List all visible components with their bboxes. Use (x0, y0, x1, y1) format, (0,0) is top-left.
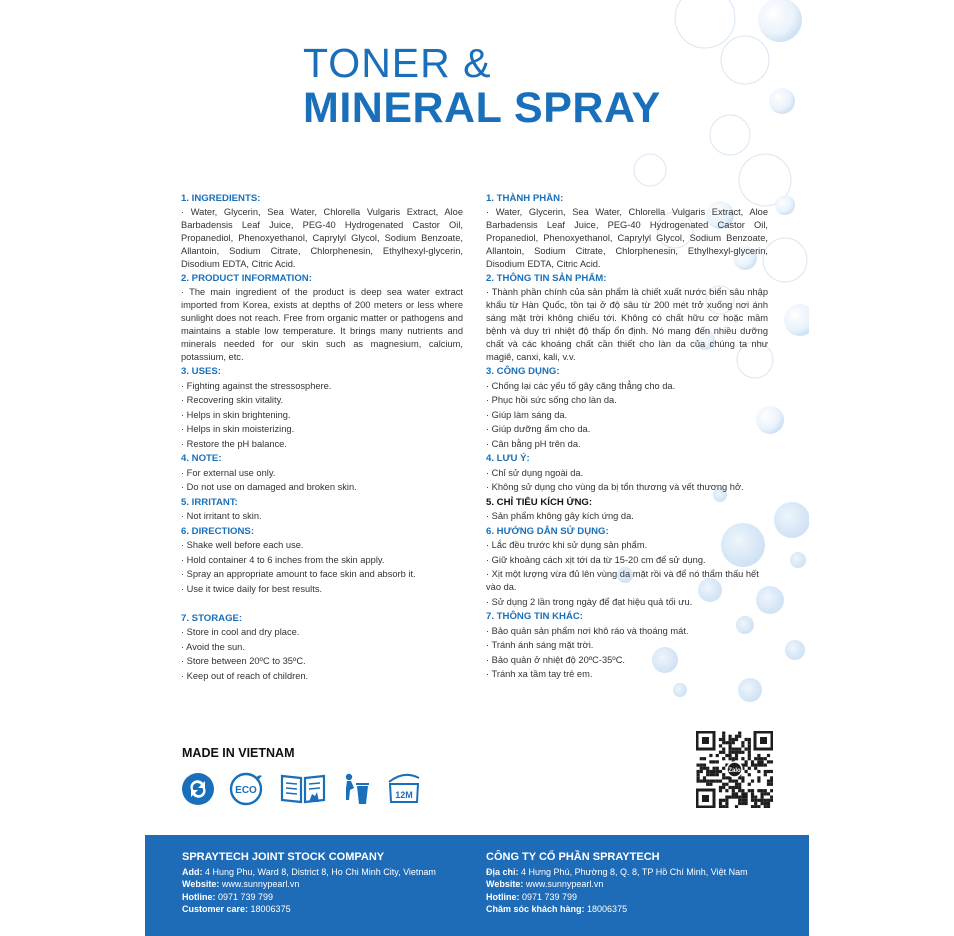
list-item: · Tránh ánh sáng mặt trời. (486, 640, 594, 650)
qr-module (764, 770, 767, 773)
jar-text: 12M (395, 790, 413, 800)
qr-module (722, 751, 725, 754)
qr-module (725, 754, 728, 757)
qr-module (745, 760, 748, 763)
qr-module (729, 748, 732, 751)
list-item: · Bảo quản ở nhiệt độ 20ºC-35ºC. (486, 654, 625, 665)
qr-module (735, 754, 738, 757)
list-item: · Restore the pH balance. (181, 438, 287, 449)
qr-module (725, 802, 728, 805)
section-heading: 3. CÔNG DỤNG: (486, 366, 560, 377)
qr-module (716, 767, 719, 770)
qr-module (703, 757, 706, 760)
qr-module (725, 741, 728, 744)
hotline-value: 0971 739 799 (519, 891, 578, 902)
qr-module (722, 805, 725, 808)
qr-module (729, 751, 732, 754)
qr-module (700, 780, 703, 783)
qr-module (732, 738, 735, 741)
qr-module (713, 767, 716, 770)
qr-module (741, 741, 744, 744)
qr-module (767, 805, 770, 808)
qr-module (741, 792, 744, 795)
footer-english (182, 851, 436, 916)
section-heading: 7. STORAGE: (181, 612, 243, 624)
qr-module (738, 748, 741, 751)
list-item: · Sử dụng 2 lần trong ngày để đạt hiệu quả tối ưu. (486, 596, 693, 607)
qr-module (767, 802, 770, 805)
qr-module (709, 754, 712, 757)
qr-module (719, 799, 722, 802)
qr-module (713, 760, 716, 763)
read-instructions-icon (279, 772, 327, 806)
qr-module (761, 796, 764, 799)
qr-module (697, 764, 700, 767)
qr-module (764, 757, 767, 760)
qr-module (735, 748, 738, 751)
qr-module (713, 770, 716, 773)
hotline-label: Hotline: (486, 891, 520, 902)
section-heading: 2. THÔNG TIN SẢN PHẨM: (486, 273, 607, 284)
qr-module (719, 786, 722, 789)
qr-module (697, 773, 700, 776)
list-item: · Helps in skin moisterizing. (181, 424, 295, 434)
qr-module (761, 764, 764, 767)
qr-module (757, 776, 760, 779)
qr-module (757, 805, 760, 808)
address-value: 4 Hung Phu, Ward 8, District 8, Ho Chi Minh City, Vietnam (202, 866, 436, 877)
qr-module (719, 805, 722, 808)
qr-module (735, 786, 738, 789)
qr-module (770, 770, 773, 773)
qr-module (722, 776, 725, 779)
hotline-value: 0971 739 799 (215, 891, 274, 902)
qr-module (722, 773, 725, 776)
qr-module (748, 738, 751, 741)
qr-module (725, 783, 728, 786)
qr-module (735, 735, 738, 738)
section-heading: 4. LƯU Ý: (486, 453, 530, 464)
qr-module (741, 757, 744, 760)
qr-module (751, 796, 754, 799)
qr-module (767, 760, 770, 763)
company-name: CÔNG TY CỔ PHẦN SPRAYTECH (486, 851, 660, 863)
qr-module (754, 767, 757, 770)
qr-module (735, 805, 738, 808)
list-item: · Store in cool and dry place. (181, 627, 300, 637)
qr-module (770, 783, 773, 786)
qr-module (732, 792, 735, 795)
qr-module (697, 776, 700, 779)
qr-module (719, 789, 722, 792)
qr-module (729, 738, 732, 741)
qr-module (732, 780, 735, 783)
qr-module (757, 780, 760, 783)
care-value: 18006375 (248, 904, 291, 915)
section-heading: 6. HƯỚNG DẪN SỬ DỤNG: (486, 525, 609, 537)
list-item: · Helps in skin brightening. (181, 409, 291, 420)
qr-module (709, 773, 712, 776)
made-in-label: MADE IN VIETNAM (182, 746, 295, 760)
qr-module (709, 780, 712, 783)
list-item: · Fighting against the stressosphere. (181, 380, 332, 391)
qr-module (719, 738, 722, 741)
qr-module (716, 754, 719, 757)
qr-module (738, 735, 741, 738)
qr-module (761, 792, 764, 795)
list-item: · Tránh xa tầm tay trẻ em. (486, 669, 593, 679)
qr-code[interactable] (696, 731, 773, 808)
qr-module (745, 764, 748, 767)
section-heading: 4. NOTE: (181, 453, 222, 464)
qr-module (767, 792, 770, 795)
qr-module (748, 748, 751, 751)
qr-module (770, 780, 773, 783)
list-item: · Phục hồi sức sống cho làn da. (486, 395, 617, 405)
list-item: · Lắc đều trước khi sử dụng sản phẩm. (486, 540, 648, 550)
qr-module (748, 757, 751, 760)
qr-module (738, 789, 741, 792)
list-item: · Spray an appropriate amount to face skin and absorb it. (181, 569, 416, 579)
qr-module (770, 796, 773, 799)
care-label: Customer care: (182, 904, 249, 915)
qr-module (764, 802, 767, 805)
qr-module (751, 780, 754, 783)
qr-module (729, 754, 732, 757)
qr-module (732, 789, 735, 792)
qr-module (751, 805, 754, 808)
address-value: 4 Hưng Phú, Phường 8, Q. 8, TP Hồ Chí Minh, Việt Nam (518, 866, 748, 877)
list-item: · Do not use on damaged and broken skin. (181, 482, 357, 492)
qr-module (748, 773, 751, 776)
qr-module (770, 799, 773, 802)
qr-module (738, 783, 741, 786)
qr-module (761, 799, 764, 802)
website-link[interactable]: www.sunnypearl.vn (523, 879, 604, 890)
qr-module (706, 770, 709, 773)
vietnamese-column (486, 191, 768, 683)
product-info-text: · Thành phần chính của sản phẩm là chiết xuất nước biển sâu nhập khẩu từ Hàn Quốc, tồn tại ở độ sâu từ 200 mét trở xuống nơi ánh sáng mặt trời không chiếu tới. Không có chất hữu cơ hoặc mầm bệnh và duy trì nhiệt độ thấp ổn định. Nó mang đến nhiều dưỡng chất và các khoáng chất cần thiết cho làn da của chúng ta như magiê, canxi, kali, v.v. (486, 287, 768, 362)
zalo-logo-text: Zalo (728, 768, 741, 774)
qr-module (745, 738, 748, 741)
qr-module (764, 792, 767, 795)
qr-module (738, 732, 741, 735)
list-item: · Use it twice daily for best results. (181, 583, 323, 594)
qr-module (751, 789, 754, 792)
qr-module (719, 802, 722, 805)
qr-module (697, 780, 700, 783)
address-label: Add: (182, 866, 203, 877)
section-heading: 1. INGREDIENTS: (181, 193, 261, 204)
website-label: Website: (182, 879, 220, 890)
qr-module (709, 770, 712, 773)
qr-module (706, 773, 709, 776)
title-line-2: MINERAL SPRAY (303, 84, 661, 132)
footer-contact-bar (145, 835, 809, 936)
qr-module (700, 757, 703, 760)
hotline-label: Hotline: (182, 891, 216, 902)
qr-module (719, 770, 722, 773)
qr-module (764, 773, 767, 776)
title-line-1: TONER & (303, 40, 492, 86)
qr-module (761, 760, 764, 763)
qr-module (738, 776, 741, 779)
qr-module (754, 799, 757, 802)
qr-module (770, 760, 773, 763)
qr-module (745, 748, 748, 751)
list-item: · Giúp dưỡng ẩm cho da. (486, 424, 591, 434)
recycle-icon (181, 772, 215, 806)
qr-module (738, 751, 741, 754)
qr-module (741, 744, 744, 747)
qr-module (719, 751, 722, 754)
qr-module (725, 799, 728, 802)
qr-module (732, 796, 735, 799)
qr-module (719, 744, 722, 747)
qr-module (713, 773, 716, 776)
ingredients-text: · Water, Glycerin, Sea Water, Chlorella Vulgaris Extract, Aloe Barbadensis Leaf Juice, PEG-40 Hydrogenated Castor Oil, Propanediol, Phenoxyethanol, Caprylyl Glycol, Sodium Benzoate, Allantoin, Sodium Citrate, Chlorphenesin, Ethylhexyl-glycerin, Disodium EDTA, Citric Acid. (486, 207, 768, 269)
qr-module (732, 748, 735, 751)
qr-module (761, 757, 764, 760)
website-label: Website: (486, 879, 524, 890)
website-link[interactable]: www.sunnypearl.vn (219, 879, 300, 890)
qr-module (767, 770, 770, 773)
qr-module (725, 805, 728, 808)
qr-module (716, 780, 719, 783)
qr-module (725, 776, 728, 779)
qr-module (754, 805, 757, 808)
section-heading: 5. IRRITANT: (181, 496, 238, 508)
qr-module (738, 786, 741, 789)
list-item: · Avoid the sun. (181, 641, 245, 652)
qr-module (729, 744, 732, 747)
qr-module (764, 764, 767, 767)
qr-module (757, 764, 760, 767)
qr-module (713, 780, 716, 783)
list-item: · For external use only. (181, 467, 276, 478)
qr-module (700, 770, 703, 773)
qr-module (757, 754, 760, 757)
qr-module (709, 760, 712, 763)
qr-module (738, 802, 741, 805)
qr-module (754, 757, 757, 760)
list-item: · Hold container 4 to 6 inches from the skin apply. (181, 554, 385, 565)
qr-module (709, 783, 712, 786)
list-item: · Shake well before each use. (181, 540, 304, 550)
qr-module (741, 789, 744, 792)
qr-module (757, 799, 760, 802)
qr-module (719, 780, 722, 783)
qr-module (735, 757, 738, 760)
qr-module (764, 799, 767, 802)
qr-module (703, 776, 706, 779)
list-item: · Bảo quản sản phẩm nơi khô ráo và thoáng mát. (486, 625, 689, 636)
qr-module (729, 786, 732, 789)
qr-module (770, 789, 773, 792)
list-item: · Keep out of reach of children. (181, 670, 309, 681)
eco-text: ECO (235, 785, 257, 796)
qr-module (716, 760, 719, 763)
qr-module (729, 780, 732, 783)
qr-module (700, 767, 703, 770)
period-after-opening-icon (385, 772, 423, 806)
qr-module (722, 741, 725, 744)
qr-module (703, 780, 706, 783)
qr-module (761, 802, 764, 805)
qr-module (757, 760, 760, 763)
qr-module (741, 776, 744, 779)
qr-module (748, 744, 751, 747)
qr-module (757, 789, 760, 792)
qr-module (741, 799, 744, 802)
qr-module (745, 796, 748, 799)
qr-module (767, 799, 770, 802)
qr-module (732, 757, 735, 760)
section-heading: 3. USES: (181, 366, 221, 377)
address-label: Địa chỉ: (486, 866, 519, 877)
list-item: · Xịt một lượng vừa đủ lên vùng da mặt rồi và để nó thẩm thấu hết vào da. (486, 569, 759, 592)
qr-module (700, 764, 703, 767)
qr-module (748, 754, 751, 757)
qr-module (751, 764, 754, 767)
qr-module (735, 792, 738, 795)
footer-vietnamese (486, 851, 748, 916)
qr-module (722, 757, 725, 760)
qr-module (703, 764, 706, 767)
qr-module (735, 783, 738, 786)
qr-module (732, 741, 735, 744)
qr-module (722, 799, 725, 802)
section-heading: 1. THÀNH PHẦN: (486, 193, 564, 204)
care-label: Chăm sóc khách hàng: (486, 904, 585, 915)
qr-module (757, 757, 760, 760)
qr-module (722, 732, 725, 735)
list-item: · Not irritant to skin. (181, 511, 262, 521)
qr-module (738, 796, 741, 799)
section-heading: 2. PRODUCT INFORMATION: (181, 273, 312, 284)
qr-module (751, 792, 754, 795)
list-item: · Recovering skin vitality. (181, 395, 284, 405)
english-column (181, 191, 463, 684)
qr-module (729, 757, 732, 760)
care-value: 18006375 (584, 904, 628, 915)
qr-module (754, 796, 757, 799)
qr-module (767, 754, 770, 757)
qr-module (751, 760, 754, 763)
eco-icon (229, 772, 265, 806)
qr-module (748, 767, 751, 770)
qr-module (741, 751, 744, 754)
company-name: SPRAYTECH JOINT STOCK COMPANY (182, 851, 385, 863)
qr-module (767, 783, 770, 786)
qr-module (757, 770, 760, 773)
qr-module (735, 796, 738, 799)
qr-module (761, 789, 764, 792)
qr-module (706, 780, 709, 783)
list-item: · Cân bằng pH trên da. (486, 438, 581, 449)
qr-module (748, 741, 751, 744)
qr-module (722, 783, 725, 786)
qr-module (735, 780, 738, 783)
qr-module (741, 796, 744, 799)
qr-module (725, 796, 728, 799)
list-item: · Chống lại các yếu tố gây căng thẳng cho da. (486, 380, 676, 391)
qr-module (732, 751, 735, 754)
qr-module (754, 802, 757, 805)
qr-module (748, 783, 751, 786)
certification-icons (181, 772, 423, 806)
qr-module (745, 770, 748, 773)
qr-module (716, 770, 719, 773)
list-item: · Sản phẩm không gây kích ứng da. (486, 511, 634, 521)
qr-module (703, 767, 706, 770)
qr-module (770, 776, 773, 779)
section-heading: 6. DIRECTIONS: (181, 525, 255, 537)
qr-module (748, 789, 751, 792)
qr-module (738, 799, 741, 802)
qr-module (697, 770, 700, 773)
qr-module (716, 773, 719, 776)
qr-module (722, 738, 725, 741)
section-heading: 5. CHỈ TIÊU KÍCH ỨNG: (486, 496, 593, 508)
qr-module (722, 767, 725, 770)
qr-module (722, 748, 725, 751)
qr-module (722, 735, 725, 738)
qr-module (751, 799, 754, 802)
qr-module (764, 789, 767, 792)
ingredients-text: · Water, Glycerin, Sea Water, Chlorella Vulgaris Extract, Aloe Barbadensis Leaf Juice, PEG-40 Hydrogenated Castor Oil, Propanediol, Phenoxyethanol, Caprylyl Glycol, Sodium Benzoate, Allantoin, Sodium Citrate, Chlorphenesin, Ethylhexyl-glycerin, Disodium EDTA, Citric Acid. (181, 207, 463, 269)
qr-module (754, 764, 757, 767)
qr-module (735, 738, 738, 741)
qr-module (748, 751, 751, 754)
qr-module (745, 802, 748, 805)
qr-module (722, 786, 725, 789)
product-info-text: · The main ingredient of the product is deep sea water extract imported from Korea, exists at depths of 200 meters or less where sunlight does not reach. Free from organic matter or pathogens and maintains a stable low temperature. It brings many nutrients and minerals needed for our skin such as magnesium, calcium, potassium, etc. (181, 287, 463, 362)
list-item: · Giúp làm sáng da. (486, 409, 568, 420)
qr-module (706, 783, 709, 786)
dispose-bin-icon (341, 772, 371, 806)
qr-module (745, 792, 748, 795)
qr-module (729, 796, 732, 799)
section-heading: 7. THÔNG TIN KHÁC: (486, 611, 584, 622)
qr-module (706, 767, 709, 770)
qr-module (725, 789, 728, 792)
qr-module (764, 805, 767, 808)
qr-module (741, 780, 744, 783)
qr-module (767, 780, 770, 783)
list-item: · Store between 20ºC to 35ºC. (181, 656, 306, 666)
list-item: · Giữ khoảng cách xịt tới da từ 15-20 cm để sử dụng. (486, 554, 706, 565)
qr-module (732, 786, 735, 789)
qr-module (741, 802, 744, 805)
product-label-page (145, 0, 809, 936)
qr-module (729, 735, 732, 738)
list-item: · Chỉ sử dụng ngoài da. (486, 467, 584, 478)
qr-module (729, 741, 732, 744)
qr-module (735, 751, 738, 754)
qr-module (745, 799, 748, 802)
list-item: · Không sử dụng cho vùng da bị tổn thương và vết thương hở. (486, 482, 744, 492)
